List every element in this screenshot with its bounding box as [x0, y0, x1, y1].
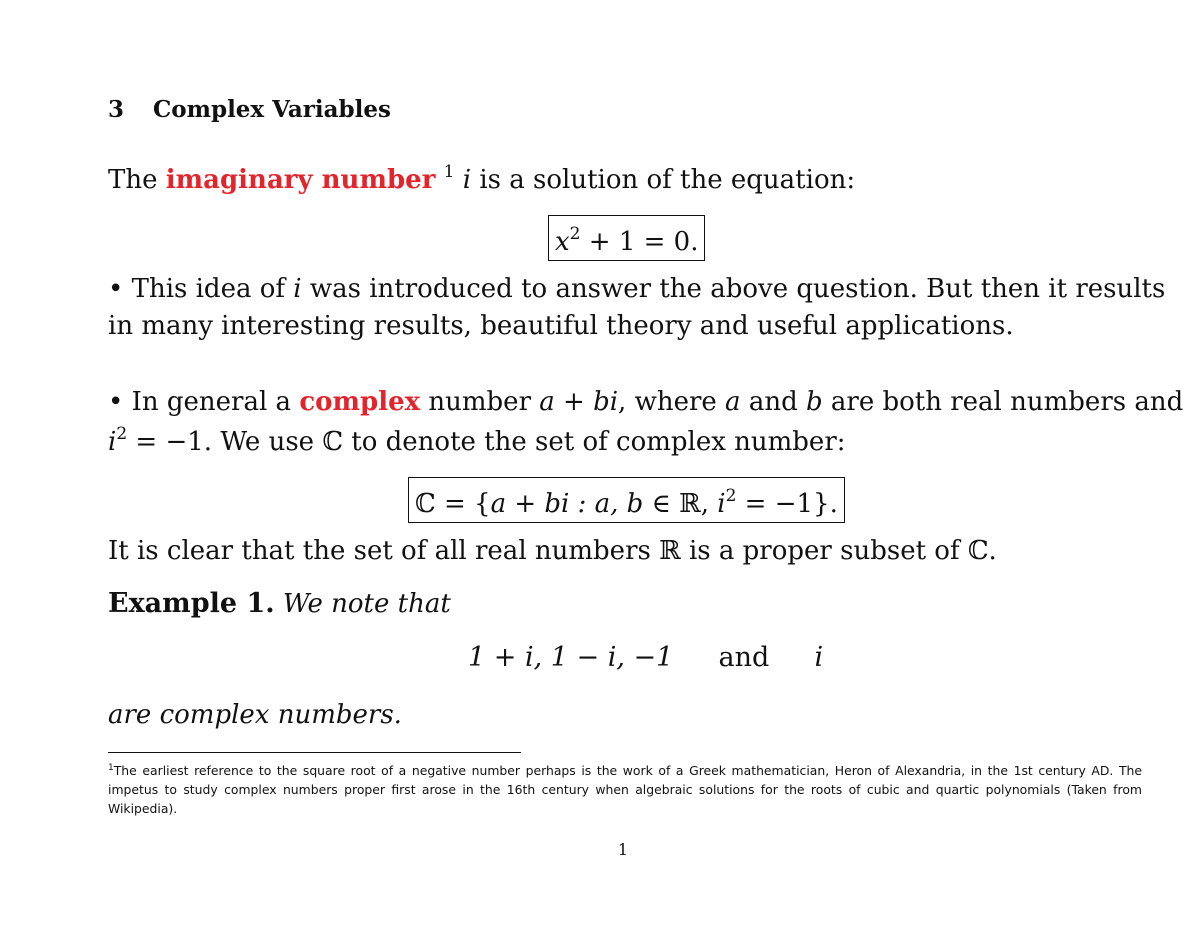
section-title: Complex Variables — [153, 96, 391, 123]
bullet1-symbol: i — [293, 274, 302, 304]
equation1-rest: + 1 = 0. — [580, 227, 699, 257]
intro-line — [108, 162, 855, 195]
subset-statement: It is clear that the set of all real numbers ℝ is a proper subset of ℂ. — [108, 536, 997, 566]
bullet1-line1 — [108, 274, 1165, 304]
equation2-exponent: 2 — [725, 486, 737, 506]
equation1-var: x — [555, 227, 570, 257]
bullet2-text-c: , where — [618, 387, 726, 417]
imaginary-number-term: imaginary number — [165, 165, 436, 195]
equation-box-complex-set — [408, 477, 845, 523]
bullet2-line2-exponent: 2 — [116, 424, 128, 444]
footnote-reference[interactable]: 1 — [443, 162, 455, 182]
bullet2-line2-symbol: i — [108, 427, 117, 457]
bullet1-marker: • — [108, 274, 124, 304]
bullet2-marker: • — [108, 387, 124, 417]
bullet2-line2-text: = −1. We use ℂ to denote the set of complex number: — [127, 427, 846, 457]
example-intro: We note that — [274, 589, 451, 619]
complex-term: complex — [299, 387, 421, 417]
bullet2-line2 — [108, 424, 846, 457]
example-math: 1 + i, 1 − i, −1 — [468, 642, 674, 673]
footnote-text: The earliest reference to the square root of a negative number perhaps is the work of a Greek mathematician, Heron of Alexandria, in the 1st century AD. The impetus to study complex numbers proper first arose in the 16th century when algebraic solutions for the roots of cubic and quartic polynomials (Taken from Wikipedia). — [108, 763, 1142, 816]
page-number: 1 — [617, 840, 629, 859]
bullet1-line2: in many interesting results, beautiful theory and useful applications. — [108, 311, 1014, 341]
equation2-part4: i — [717, 489, 726, 519]
example-label: Example 1. — [108, 588, 275, 619]
bullet2-var-b: b — [805, 387, 823, 417]
equation2-part5: = −1}. — [736, 489, 838, 519]
bullet2-text-d: and — [740, 387, 806, 417]
bullet1-text-a: This idea of — [123, 274, 294, 304]
example-conclusion: are complex numbers. — [108, 700, 402, 730]
intro-suffix: is a solution of the equation: — [471, 165, 856, 195]
example-and: and — [718, 642, 770, 673]
bullet1-text-b: was introduced to answer the above question. But then it results — [301, 274, 1166, 304]
example-math-line — [468, 642, 823, 673]
footnote-divider — [108, 752, 521, 753]
equation1-exponent: 2 — [569, 224, 581, 244]
footnote — [108, 759, 1142, 818]
equation-box-quadratic — [548, 215, 705, 261]
bullet2-expression: a + bi — [539, 387, 619, 417]
imaginary-unit-symbol: i — [462, 165, 472, 195]
section-number: 3 — [108, 96, 125, 123]
bullet2-text-a: In general a — [123, 387, 300, 417]
equation2-part3: ∈ ℝ, — [643, 489, 718, 519]
bullet2-line1 — [108, 387, 1183, 417]
intro-prefix: The — [108, 165, 166, 195]
example-heading — [108, 588, 451, 619]
bullet2-var-a: a — [725, 387, 741, 417]
example-last-term: i — [814, 642, 824, 673]
bullet2-text-e: are both real numbers and — [822, 387, 1184, 417]
bullet2-text-b: number — [420, 387, 540, 417]
footnote-mark: 1 — [108, 763, 114, 773]
equation2-part1: ℂ = { — [415, 489, 491, 519]
equation2-part2: a + bi : a, b — [490, 489, 644, 519]
